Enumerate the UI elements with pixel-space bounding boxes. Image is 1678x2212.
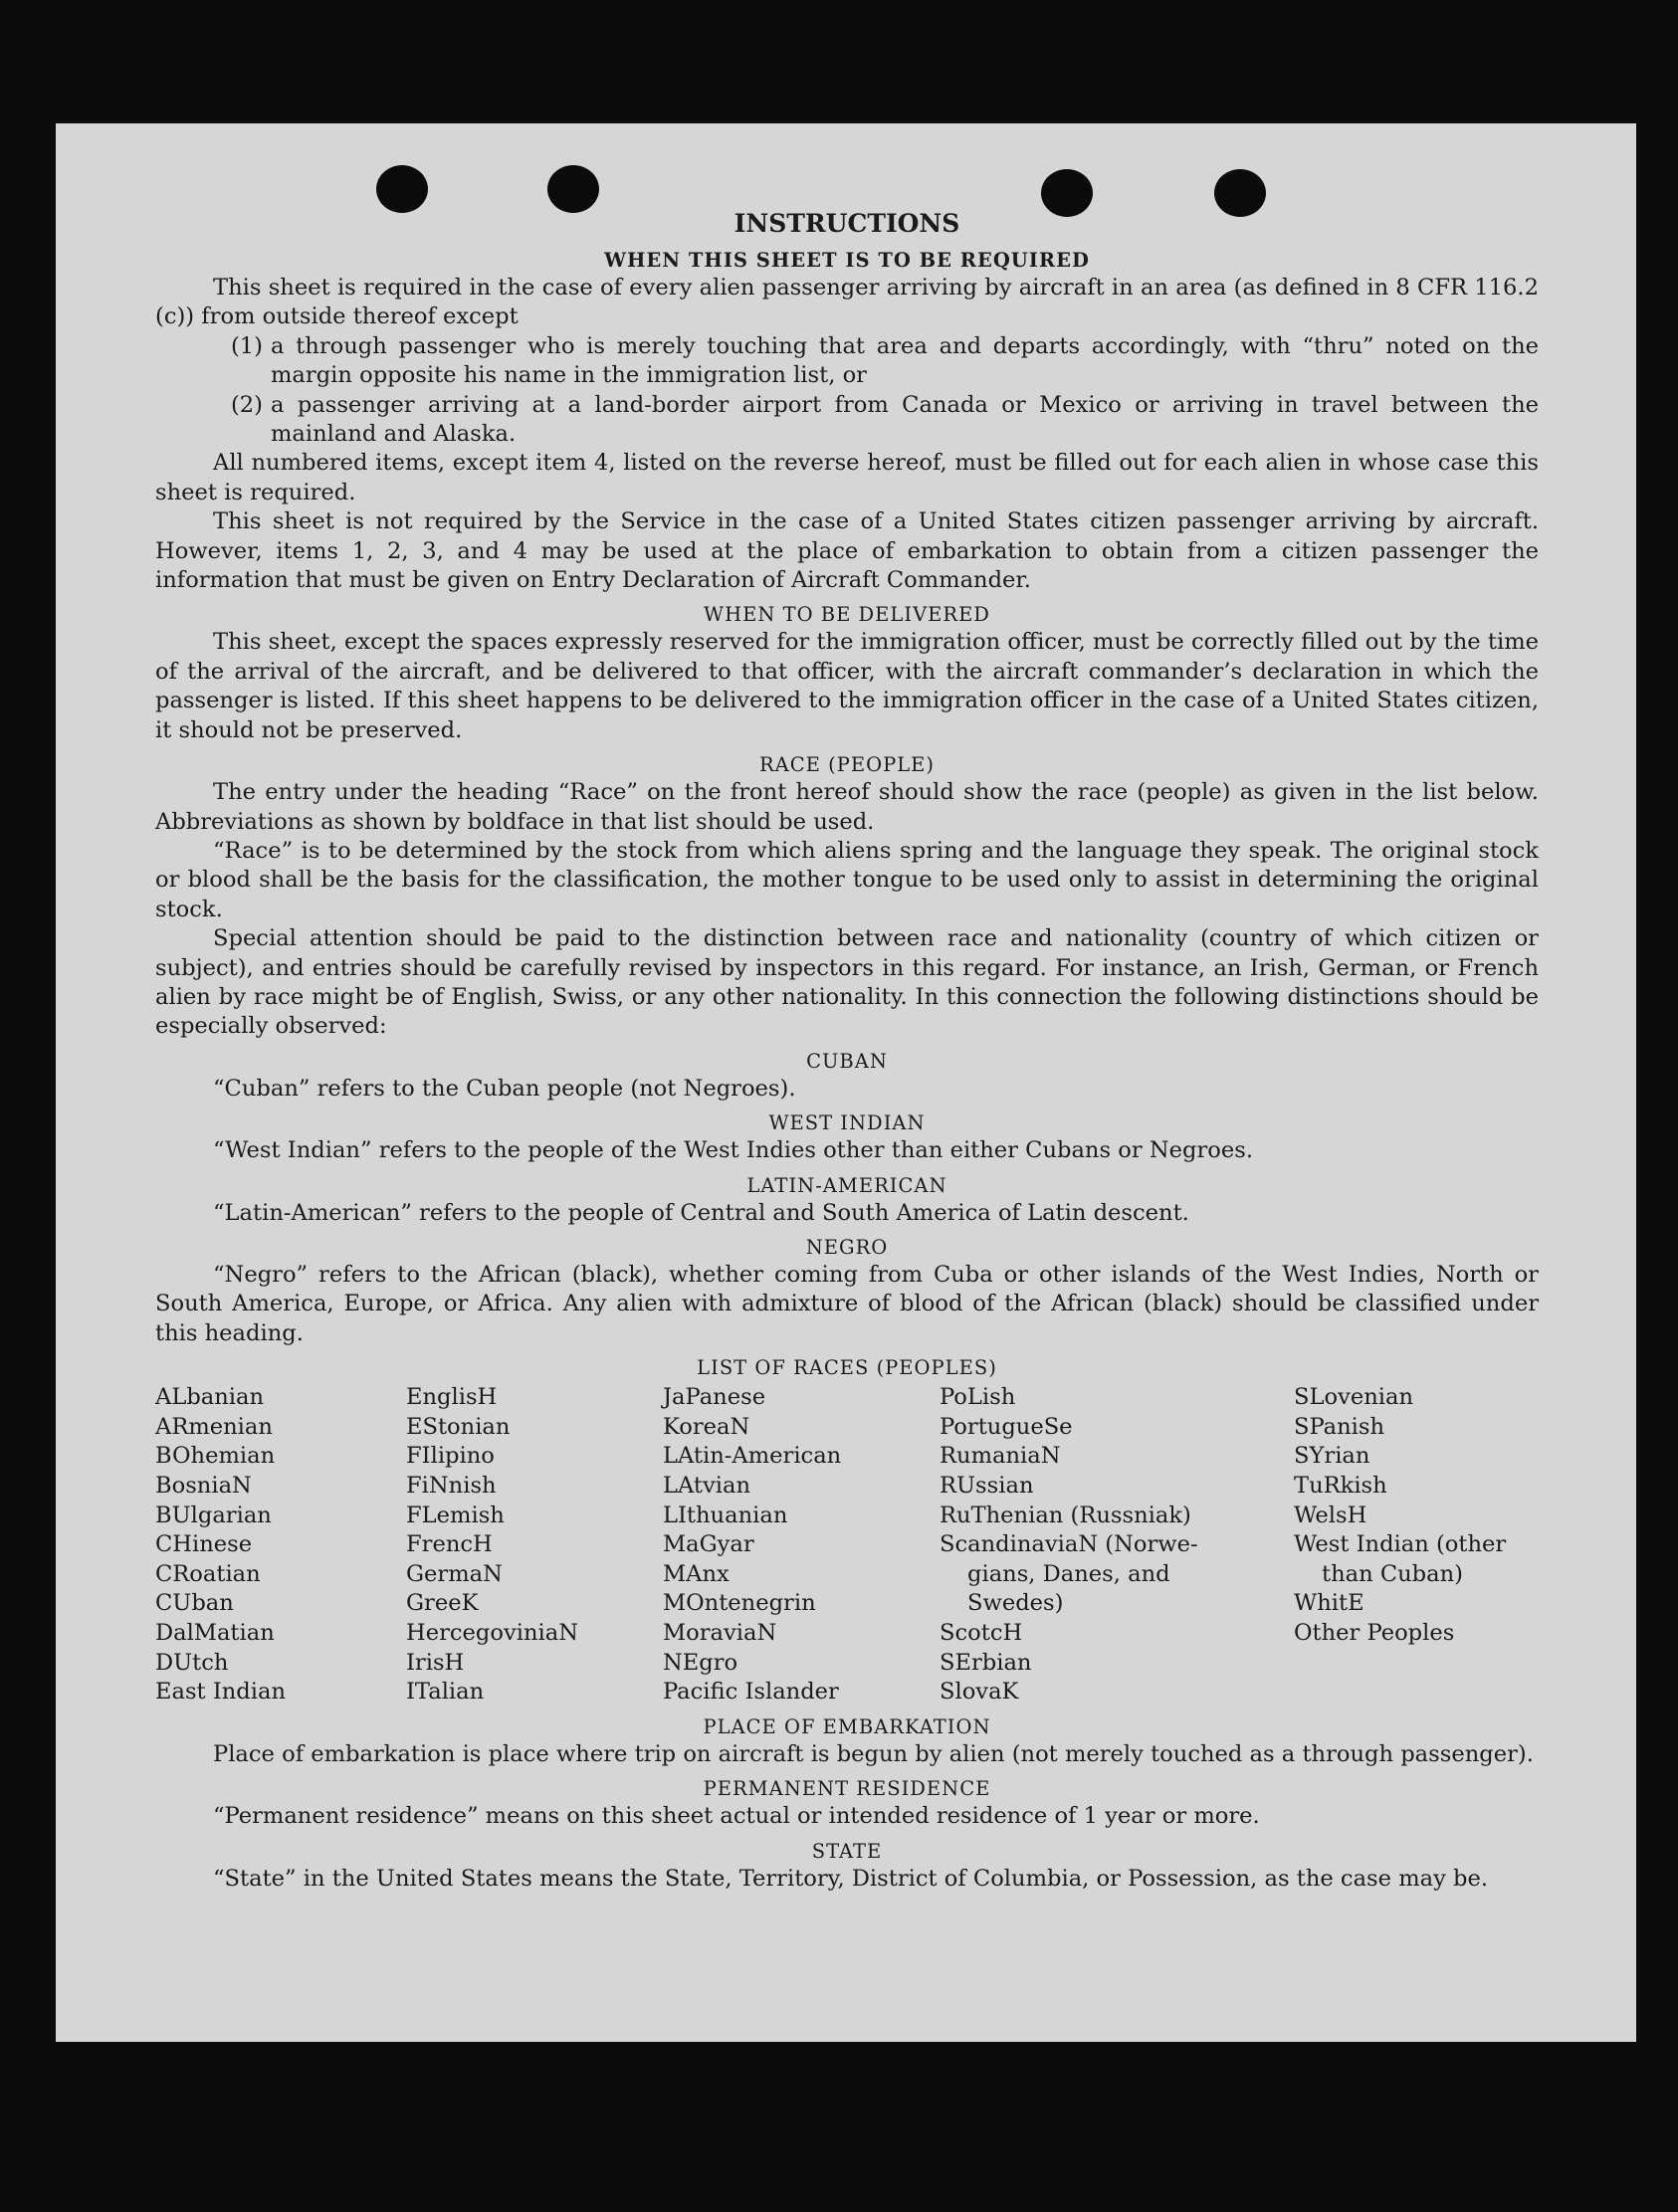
- race-entry: MOntenegrin: [663, 1590, 816, 1617]
- when-delivered-paragraph: This sheet, except the spaces expressly reserved for the immigration officer, must be correctly filled out by the time of the arrival of the aircraft, and be delivered to that officer, with the aircraft commander’s declaration in which the passenger is listed. If this sheet happens to be delivered to the immigration officer in the case of a United States citizen, it should not be preserved.: [155, 629, 1539, 743]
- race-entry: FiNnish: [406, 1472, 497, 1499]
- race-entry: FrencH: [406, 1531, 493, 1558]
- race-entry: RumaniaN: [940, 1443, 1061, 1470]
- when-required-intro: This sheet is required in the case of every alien passenger arriving by aircraft in an area (as defined in 8 CFR 116.2 (c)) from outside thereof except: [155, 275, 1539, 330]
- race-entry: SErbian: [940, 1649, 1032, 1676]
- race-entry: LIthuanian: [663, 1502, 788, 1528]
- race-entry: GreeK: [406, 1590, 479, 1617]
- race-entry: ScandinaviaN (Norwe-: [940, 1531, 1198, 1558]
- race-entry: PortugueSe: [940, 1413, 1073, 1440]
- exception-item: [155, 332, 1539, 391]
- race-entry: ScotcH: [940, 1619, 1023, 1646]
- race-entry: TuRkish: [1294, 1472, 1387, 1499]
- race-paragraph: Special attention should be paid to the distinction between race and nationality (country of which citizen or subject), and entries should be carefully revised by inspectors in this regard. For instance, an Irish, German, or French alien by race might be of English, Swiss, or any other nationality. In this connection the following distinctions should be especially observed:: [155, 925, 1539, 1040]
- race-entry: than Cuban): [1322, 1560, 1463, 1587]
- race-entry: DalMatian: [155, 1619, 275, 1646]
- state-paragraph: “State” in the United States means the State, Territory, District of Columbia, or Possession, as the case may be.: [213, 1865, 1489, 1892]
- section-heading-embarkation: PLACE OF EMBARKATION: [703, 1714, 991, 1738]
- section-heading-negro: NEGRO: [805, 1235, 889, 1259]
- race-entry: WhitE: [1294, 1590, 1364, 1617]
- page-title: INSTRUCTIONS: [734, 209, 960, 238]
- race-entry: Pacific Islander: [663, 1679, 839, 1706]
- embarkation-paragraph: Place of embarkation is place where trip on aircraft is begun by alien (not merely touched as a through passenger).: [213, 1740, 1534, 1767]
- negro-paragraph: “Negro” refers to the African (black), whether coming from Cuba or other islands of the West Indies, North or South America, Europe, or Africa. Any alien with admixture of blood of the African (black) should be classified under this heading.: [155, 1261, 1539, 1346]
- citizen-paragraph: This sheet is not required by the Service in the case of a United States citizen passenger arriving by aircraft. However, items 1, 2, 3, and 4 may be used at the place of embarkation to obtain from a citizen passenger the information that must be given on Entry Declaration of Aircraft Commander.: [155, 508, 1539, 594]
- race-column: [406, 1383, 663, 1708]
- race-entry: MaGyar: [663, 1531, 754, 1558]
- race-entry: CRoatian: [155, 1560, 261, 1587]
- race-entry: JaPanese: [663, 1384, 766, 1411]
- race-column: [1294, 1383, 1539, 1708]
- race-entry: Other Peoples: [1294, 1619, 1455, 1646]
- race-entry: West Indian (other: [1294, 1531, 1507, 1558]
- race-entry: EnglisH: [406, 1384, 498, 1411]
- section-heading-latin-american: LATIN-AMERICAN: [746, 1173, 947, 1197]
- instructions-content: [155, 203, 1539, 1894]
- race-list: [155, 1383, 1539, 1708]
- race-entry: ALbanian: [155, 1384, 265, 1411]
- race-entry: Swedes): [967, 1590, 1064, 1617]
- race-entry: SYrian: [1294, 1443, 1370, 1470]
- race-entry: GermaN: [406, 1560, 503, 1587]
- race-paragraph: The entry under the heading “Race” on the front hereof should show the race (people) as given in the list below. Abbreviations as shown by boldface in that list should be used.: [155, 779, 1539, 835]
- section-heading-residence: PERMANENT RESIDENCE: [703, 1777, 991, 1801]
- exception-number: (1): [230, 332, 263, 359]
- section-heading-west-indian: WEST INDIAN: [768, 1111, 926, 1135]
- race-entry: ARmenian: [155, 1413, 273, 1440]
- race-paragraph: “Race” is to be determined by the stock from which aliens spring and the language they speak. The original stock or blood shall be the basis for the classification, the mother tongue to be used only to assist in determining the original stock.: [155, 837, 1539, 922]
- race-entry: BUlgarian: [155, 1502, 272, 1528]
- race-entry: KoreaN: [663, 1413, 750, 1440]
- race-entry: CUban: [155, 1590, 234, 1617]
- race-entry: MoraviaN: [663, 1619, 777, 1646]
- race-entry: DUtch: [155, 1649, 229, 1676]
- race-entry: gians, Danes, and: [967, 1560, 1170, 1587]
- section-heading-cuban: CUBAN: [806, 1049, 888, 1073]
- race-entry: IrisH: [406, 1649, 465, 1676]
- race-entry: NEgro: [663, 1649, 738, 1676]
- race-entry: RuThenian (Russniak): [940, 1502, 1191, 1528]
- section-heading-when-delivered: WHEN TO BE DELIVERED: [704, 603, 990, 627]
- document-sheet: [56, 123, 1636, 2042]
- race-entry: WelsH: [1294, 1502, 1367, 1528]
- race-entry: FLemish: [406, 1502, 505, 1528]
- race-entry: LAtin-American: [663, 1443, 842, 1470]
- race-entry: HercegoviniaN: [406, 1619, 578, 1646]
- race-entry: MAnx: [663, 1560, 730, 1587]
- race-entry: RUssian: [940, 1472, 1034, 1499]
- race-entry: EStonian: [406, 1413, 511, 1440]
- race-entry: SlovaK: [940, 1679, 1019, 1706]
- section-heading-state: STATE: [811, 1839, 883, 1863]
- exception-item: [155, 391, 1539, 450]
- race-entry: ITalian: [406, 1679, 485, 1706]
- section-heading-race: RACE (PEOPLE): [759, 753, 935, 777]
- exception-text: a passenger arriving at a land-border airport from Canada or Mexico or arriving in travel between the mainland and Alaska.: [271, 391, 1539, 448]
- exception-text: a through passenger who is merely touching that area and departs accordingly, with “thru” noted on the margin opposite his name in the immigration list, or: [271, 332, 1539, 389]
- section-heading-list-of-races: LIST OF RACES (PEOPLES): [697, 1356, 997, 1380]
- race-entry: FIlipino: [406, 1443, 495, 1470]
- race-entry: CHinese: [155, 1531, 253, 1558]
- numbered-items-paragraph: All numbered items, except item 4, listed on the reverse hereof, must be filled out for each alien in whose case this sheet is required.: [155, 450, 1539, 505]
- race-entry: PoLish: [940, 1384, 1016, 1411]
- race-entry: East Indian: [155, 1679, 287, 1706]
- residence-paragraph: “Permanent residence” means on this sheet actual or intended residence of 1 year or more.: [213, 1803, 1260, 1830]
- west-indian-paragraph: “West Indian” refers to the people of the West Indies other than either Cubans or Negroes.: [213, 1137, 1254, 1164]
- race-entry: SPanish: [1294, 1413, 1385, 1440]
- section-heading-when-required: WHEN THIS SHEET IS TO BE REQUIRED: [604, 249, 1090, 272]
- race-entry: LAtvian: [663, 1472, 751, 1499]
- exception-number: (2): [230, 391, 263, 418]
- race-entry: SLovenian: [1294, 1384, 1414, 1411]
- race-column: [155, 1383, 406, 1708]
- latin-american-paragraph: “Latin-American” refers to the people of Central and South America of Latin descent.: [213, 1199, 1189, 1226]
- race-column: [940, 1383, 1294, 1708]
- race-entry: BOhemian: [155, 1443, 276, 1470]
- cuban-paragraph: “Cuban” refers to the Cuban people (not Negroes).: [213, 1075, 796, 1102]
- race-entry: BosniaN: [155, 1472, 252, 1499]
- race-column: [663, 1383, 940, 1708]
